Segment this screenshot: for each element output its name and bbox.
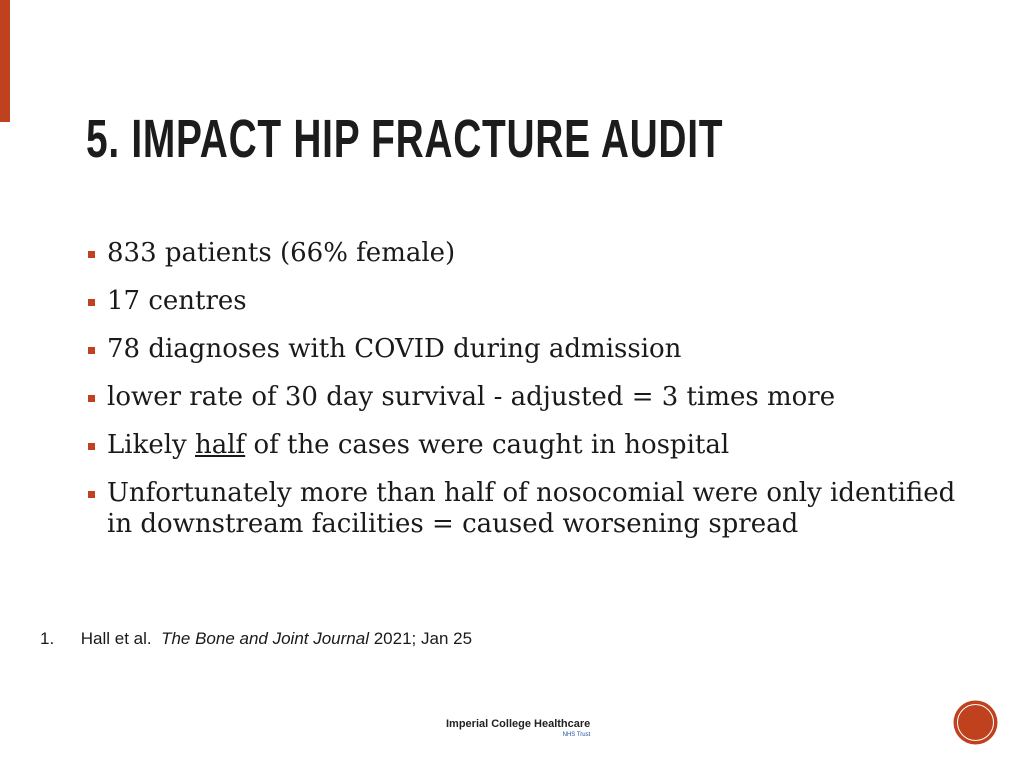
bullet-text: lower rate of 30 day survival - adjusted = 3 times more [107,382,836,412]
bullet-marker-icon [88,251,95,258]
slide-badge-icon [953,700,998,745]
bullet-item [88,430,968,461]
bullet-text-underlined: half [195,430,246,460]
accent-bar [0,0,10,122]
bullet-item [88,382,968,413]
reference-citation [40,629,472,649]
bullet-text-after: of the cases were caught in hospital [245,430,730,460]
reference-authors: Hall et al. [80,629,152,648]
logo-line-2: NHS Trust [562,732,591,738]
reference-details: 2021; Jan 25 [373,629,473,648]
slide-title: 5. IMPACT HIP FRACTURE AUDIT [86,109,724,169]
bullet-marker-icon [88,443,95,450]
bullet-list [88,238,968,557]
reference-journal: The Bone and Joint Journal [161,629,369,648]
bullet-item [88,478,968,540]
logo-line-1: Imperial College Healthcare [446,718,591,730]
nhs-trust-logo [446,718,590,739]
bullet-text: 833 patients (66% female) [107,238,456,268]
bullet-text: 78 diagnoses with COVID during admission [107,334,682,364]
reference-number: 1. [40,629,55,648]
bullet-marker-icon [88,491,95,498]
bullet-marker-icon [88,395,95,402]
bullet-item [88,286,968,317]
bullet-item [88,334,968,365]
bullet-marker-icon [88,299,95,306]
bullet-text-before: Likely [107,430,195,460]
bullet-text: Unfortunately more than half of nosocomial were only identified in downstream facilities = caused worsening spread [107,478,956,539]
bullet-item [88,238,968,269]
bullet-marker-icon [88,347,95,354]
bullet-text: 17 centres [107,286,247,316]
